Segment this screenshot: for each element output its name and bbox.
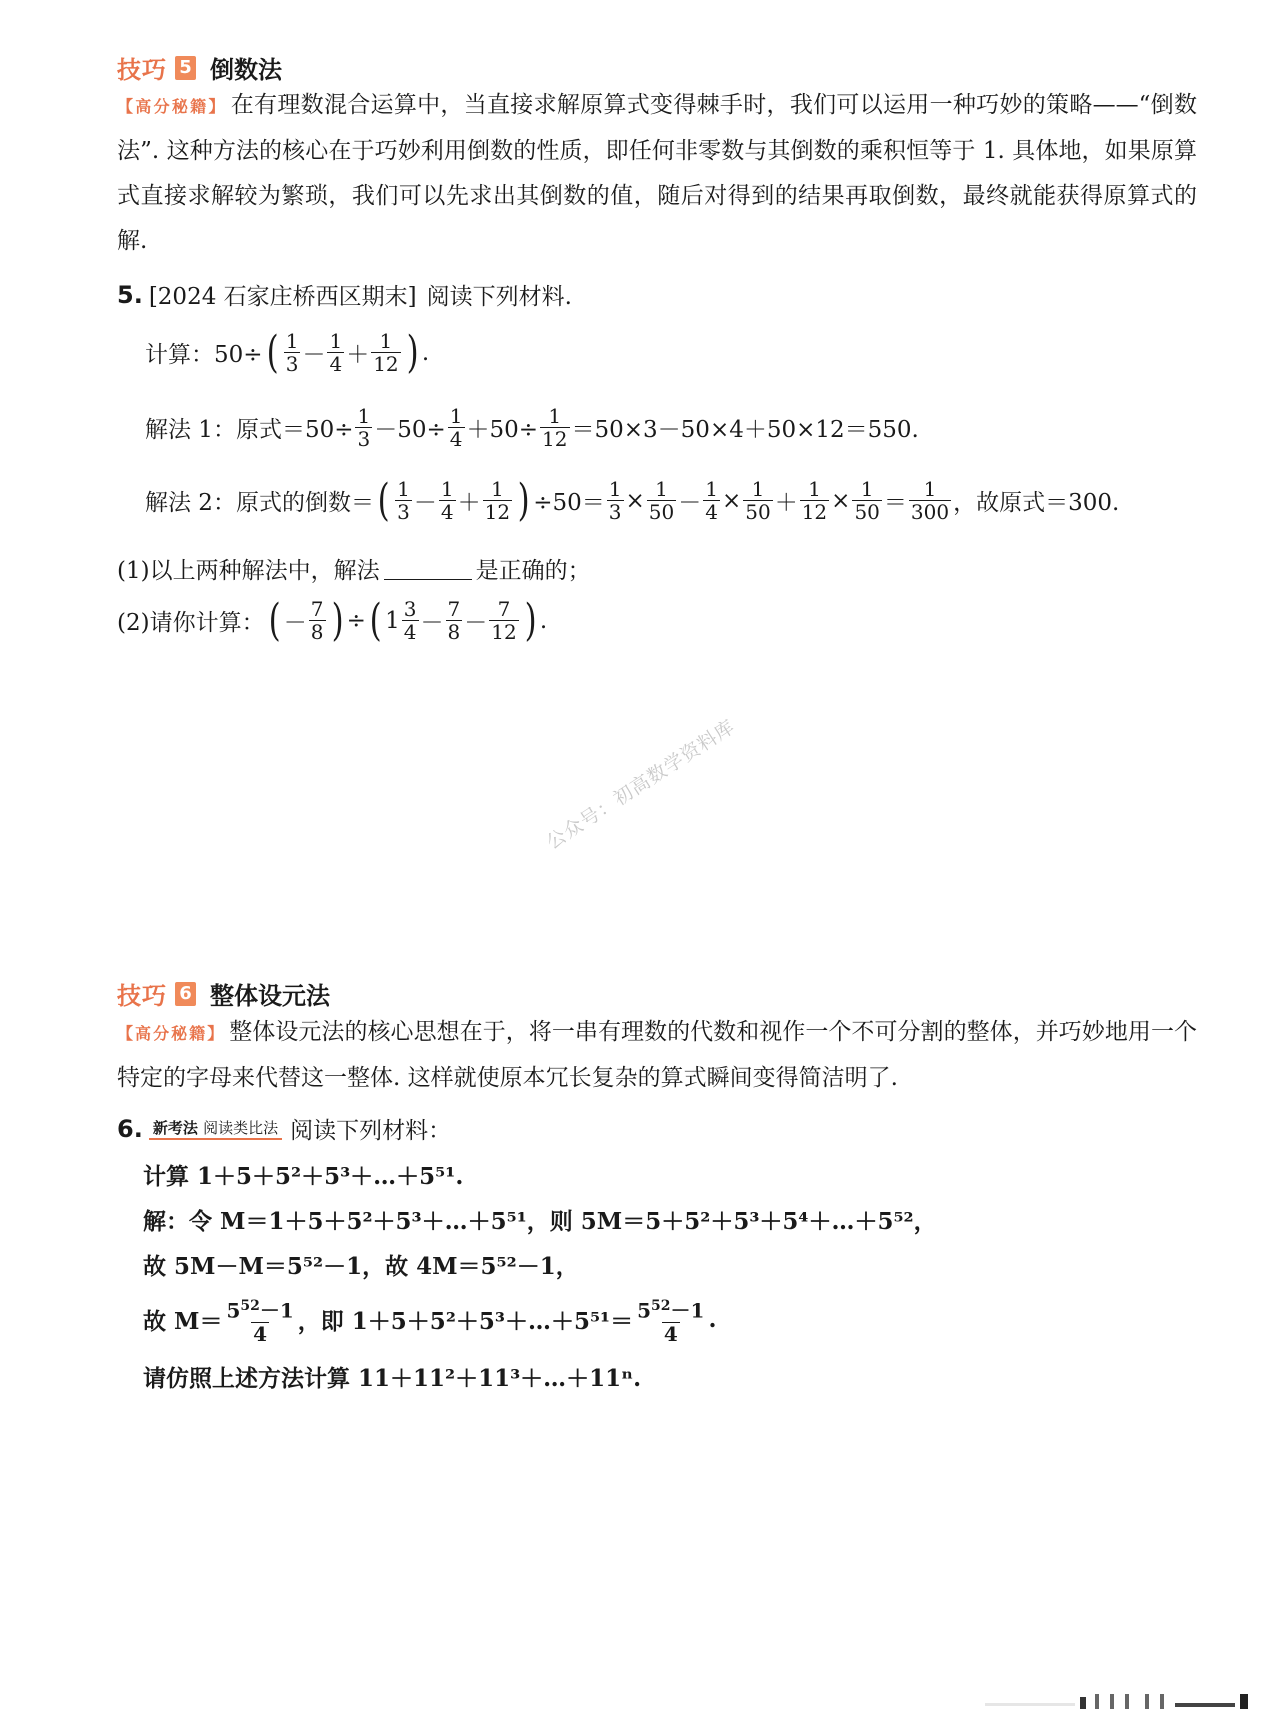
q6-line-4-b: ，即 1＋5＋5²＋5³＋…＋5⁵¹＝ bbox=[297, 1308, 634, 1336]
question-number: 6. bbox=[117, 1114, 143, 1143]
question-5-heading bbox=[117, 278, 572, 311]
solution-2-tail: ，故原式＝300. bbox=[953, 490, 1120, 516]
fraction: $\frac{1}{4}$ bbox=[329, 329, 343, 376]
answer-blank[interactable] bbox=[384, 557, 472, 580]
q6-line-4: 故 M＝ $\frac{5^{52}-1}{4}$ ，即 1＋5＋5²＋5³＋…＋5⁵¹＝ $\frac{5^{52}-1}{4}$ . bbox=[143, 1298, 717, 1346]
tip-text: 整体设元法的核心思想在于，将一串有理数的代数和视作一个不可分割的整体，并巧妙地用一个特定的字母来代替这一整体. 这样就使原本冗长复杂的算式瞬间变得简洁明了. bbox=[117, 1019, 1197, 1091]
calc-expression: 计算：50÷ ( $\frac{1}{3}$ － $\frac{1}{4}$ ＋ $\frac{1}{12}$ ) . bbox=[145, 326, 430, 378]
tip-tag: 【高分秘籍】 bbox=[117, 1024, 226, 1043]
section-title: 倒数法 bbox=[210, 56, 282, 84]
section-number-badge: 5 bbox=[175, 56, 196, 80]
question-number: 5. bbox=[117, 280, 143, 309]
question-lead: 阅读下列材料： bbox=[290, 1118, 452, 1144]
q6-line-3: 故 5M－M＝5⁵²－1，故 4M＝5⁵²－1， bbox=[143, 1253, 579, 1280]
section-5-body bbox=[117, 83, 1197, 264]
section-title: 整体设元法 bbox=[210, 982, 330, 1010]
section-label: 技巧 bbox=[117, 982, 167, 1010]
solution-2-label: 解法 2：原式的倒数＝ bbox=[145, 490, 374, 516]
q6-line-1: 计算 1＋5＋5²＋5³＋…＋5⁵¹. bbox=[143, 1163, 464, 1190]
section-label: 技巧 bbox=[117, 56, 167, 84]
section-5-heading bbox=[117, 50, 282, 85]
tip-text: 在有理数混合运算中，当直接求解原算式变得棘手时，我们可以运用一种巧妙的策略——“倒数法”. 这种方法的核心在于巧妙利用倒数的性质，即任何非零数与其倒数的乘积恒等于 1. 具体地，如果原算式直接求解较为繁琐，我们可以先求出其倒数的值，随后对得到的结果再取倒数，最终就能获得原算式的解. bbox=[117, 92, 1197, 254]
tip-tag: 【高分秘籍】 bbox=[117, 97, 227, 116]
part-1-tail: 是正确的； bbox=[475, 558, 591, 584]
fraction: $\frac{1}{3}$ bbox=[285, 329, 299, 376]
question-6-heading bbox=[117, 1112, 451, 1145]
calc-label: 计算：50÷ bbox=[145, 342, 263, 368]
part-2-label: (2)请你计算： bbox=[117, 610, 265, 636]
solution-1-tail: ＝50×3－50×4＋50×12＝550. bbox=[571, 417, 919, 443]
part-1 bbox=[117, 552, 591, 585]
part-1-text: (1)以上两种解法中，解法 bbox=[117, 558, 380, 584]
watermark: 公众号：初高数学资料库 bbox=[542, 715, 740, 854]
solution-1-label: 解法 1：原式＝50÷ bbox=[145, 417, 354, 443]
section-number-badge: 6 bbox=[175, 982, 196, 1006]
footer-bar-icon bbox=[985, 1691, 1265, 1711]
section-6-body bbox=[117, 1010, 1197, 1101]
solution-1: 解法 1：原式＝50÷ $\frac{1}{3}$ －50÷ $\frac{1}{4}$ ＋50÷ $\frac{1}{12}$ ＝50×3－50×4＋50×12＝550. bbox=[145, 404, 919, 451]
question-lead: 阅读下列材料. bbox=[426, 284, 572, 310]
q6-line-2: 解：令 M＝1＋5＋5²＋5³＋…＋5⁵¹，则 5M＝5＋5²＋5³＋5⁴＋…＋5⁵²， bbox=[143, 1208, 937, 1235]
new-method-tag: 新考法 阅读类比法 bbox=[149, 1117, 282, 1140]
question-source: [2024 石家庄桥西区期末] bbox=[148, 284, 417, 310]
solution-2: 解法 2：原式的倒数＝ ( $\frac{1}{3}$ － $\frac{1}{4}$ ＋ $\frac{1}{12}$ ) ÷50＝ $\frac{1}{3}$ × $\frac{1}{50}$ － $\frac{1}{4}$ × $\frac{1}{50}$ ＋ $\frac{1}{12}$ × $\frac{1}{50}$ ＝ $\frac{1}{300}$ ，故原式＝300. bbox=[145, 474, 1120, 526]
section-6-heading bbox=[117, 976, 330, 1011]
q6-line-5: 请仿照上述方法计算 11＋11²＋11³＋…＋11ⁿ. bbox=[143, 1365, 642, 1392]
part-2: (2)请你计算： ( － $\frac{7}{8}$ ) ÷ ( 1 $\frac{3}{4}$ － $\frac{7}{8}$ － $\frac{7}{12}$ ) . bbox=[117, 594, 548, 646]
fraction: $\frac{1}{12}$ bbox=[373, 329, 399, 376]
q6-line-4-a: 故 M＝ bbox=[143, 1308, 223, 1336]
